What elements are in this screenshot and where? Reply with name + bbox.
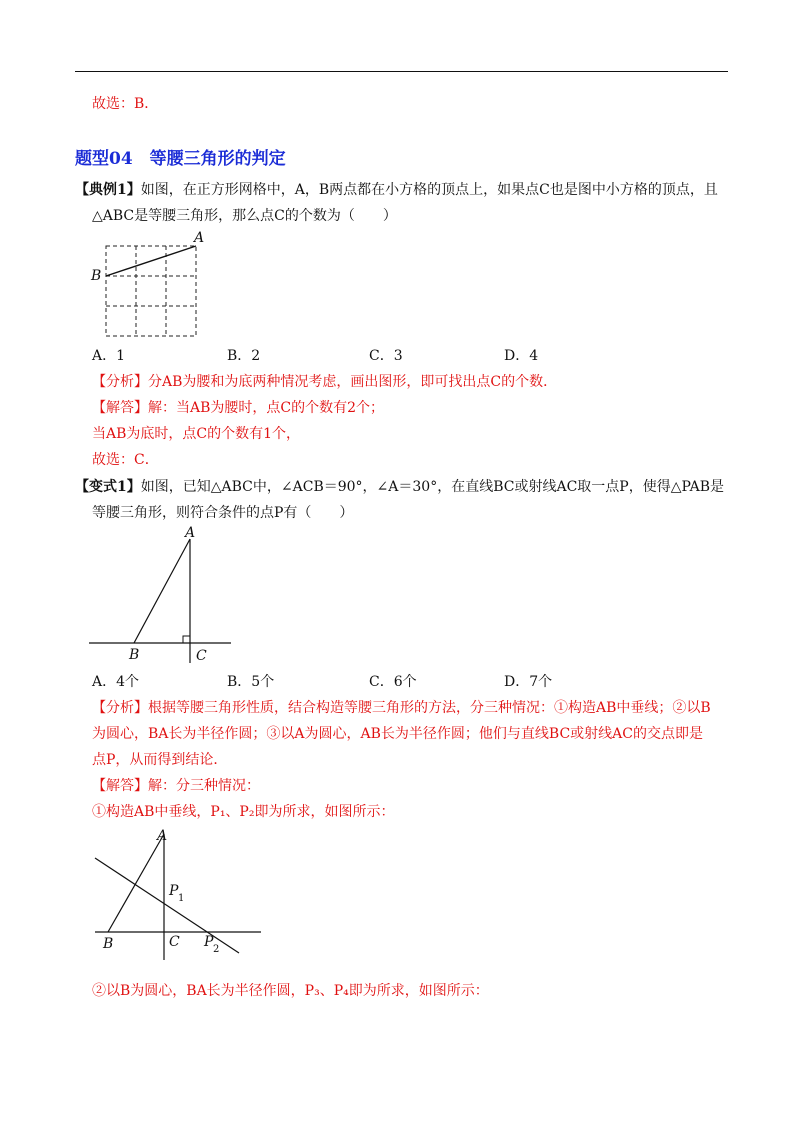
variant1-label: 【变式1】: [75, 479, 141, 495]
variant1-solution-intro: 【解答】解：分三种情况：: [92, 778, 260, 794]
point-b-label: B: [129, 647, 140, 663]
header-rule: [75, 71, 728, 72]
example1-option-a: A．1: [92, 348, 126, 364]
point-b-label: B: [103, 936, 114, 952]
point-p1-subscript: 1: [178, 893, 185, 904]
variant1-option-b: B．5个: [227, 674, 275, 690]
point-a-label: A: [194, 230, 205, 246]
example1-line1: [75, 182, 718, 199]
variant1-option-a: A．4个: [92, 674, 140, 690]
perpendicular-bisector-ab: [95, 858, 239, 953]
variant1-option-d: D．7个: [504, 674, 553, 690]
variant1-case1: ①构造AB中垂线，P₁、P₂即为所求，如图所示：: [92, 804, 395, 820]
example1-option-c: C．3: [369, 348, 403, 364]
variant1-triangle-figure: [85, 525, 245, 665]
segment-ab: [134, 539, 190, 643]
segment-ab: [106, 246, 196, 276]
variant1-analysis-line1: 【分析】根据等腰三角形性质，结合构造等腰三角形的方法，分三种情况：①构造AB中垂线；②以B: [92, 700, 711, 716]
point-b-label: B: [91, 268, 102, 284]
example1-grid-figure: [85, 228, 215, 338]
point-p2-subscript: 2: [213, 944, 220, 955]
example1-solution-line1: 【解答】解：当AB为腰时，点C的个数有2个；: [92, 400, 385, 416]
right-angle-mark: [183, 636, 190, 643]
previous-answer: 故选：B．: [92, 96, 159, 112]
section-title: 题型04 等腰三角形的判定: [75, 149, 286, 169]
example1-analysis: 【分析】分AB为腰和为底两种情况考虑，画出图形，即可找出点C的个数．: [92, 374, 558, 390]
example1-solution-line2: 当AB为底时，点C的个数有1个，: [92, 426, 301, 442]
example1-text-line2: △ABC是等腰三角形，那么点C的个数为（ ）: [92, 208, 397, 224]
variant1-text-line2: 等腰三角形，则符合条件的点P有（ ）: [92, 505, 354, 521]
variant1-option-c: C．6个: [369, 674, 417, 690]
segment-ab: [108, 834, 164, 932]
point-p2-label: P: [204, 934, 214, 950]
variant1-case1-figure: [85, 828, 285, 968]
variant1-text-line1: 如图，已知△ABC中，∠ACB＝90°，∠A＝30°，在直线BC或射线AC取一点P，使得△PAB是: [140, 479, 724, 495]
example1-label: 【典例1】: [75, 182, 141, 198]
grid-outline: [106, 246, 196, 336]
variant1-analysis-line2: 为圆心，BA长为半径作圆；③以A为圆心，AB长为半径作圆；他们与直线BC或射线AC的交点即是: [92, 726, 703, 742]
variant1-case2: ②以B为圆心，BA长为半径作圆，P₃、P₄即为所求，如图所示：: [92, 983, 489, 999]
point-a-label: A: [185, 525, 196, 541]
example1-option-b: B．2: [227, 348, 261, 364]
point-c-label: C: [196, 648, 207, 664]
point-p1-label: P: [169, 883, 179, 899]
variant1-analysis-line3: 点P，从而得到结论．: [92, 752, 228, 768]
example1-answer: 故选：C．: [92, 452, 159, 468]
point-c-label: C: [169, 934, 180, 950]
point-a-label: A: [157, 828, 168, 844]
example1-text-line1: 如图，在正方形网格中，A，B两点都在小方格的顶点上，如果点C也是图中小方格的顶点，且: [140, 182, 718, 198]
example1-option-d: D．4: [504, 348, 539, 364]
variant1-line1: [75, 479, 724, 496]
